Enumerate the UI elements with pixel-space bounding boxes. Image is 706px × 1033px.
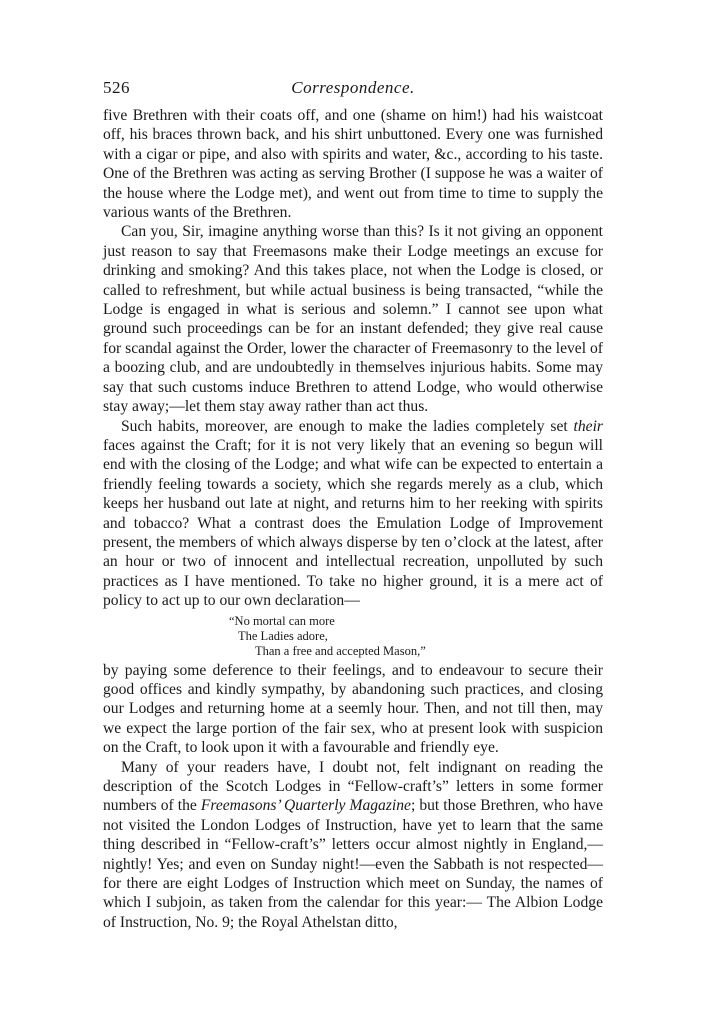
paragraph-5-start: Many of your readers have, I doubt not, felt indignant on reading the description of the Scotch Lodges in “Fellow-craft’s” letters in some former numbers of the [103,758,603,815]
magazine-title: Freemasons’ Quarterly Magazine [200,797,411,815]
letter-body [103,106,603,932]
verse-line: “No mortal can more [229,613,335,628]
paragraph-5 [103,758,603,933]
page-number: 526 [103,78,130,97]
running-head: Correspondence. [291,78,415,97]
paragraph-4: by paying some deference to their feelings, and to endeavour to secure their good offices and kindly sympathy, by abandoning such practices, and closing our Lodges and returning home at a seemly hour. Then, and not till then, may we expect the large portion of the fair sex, who at present look with suspicion on the Craft, to look upon it with a favourable and friendly eye. [103,661,603,757]
verse-quotation [103,614,603,659]
paragraph-3 [103,417,603,611]
page [103,78,603,932]
paragraph-3-start: Such habits, moreover, are enough to make the ladies completely set [121,417,574,435]
verse-line: The Ladies adore, [238,628,328,643]
paragraph-2: Can you, Sir, imagine anything worse than this? Is it not giving an opponent just reason to say that Freemasons make their Lodge meetings an excuse for drinking and smoking? And this takes place, not when the Lodge is closed, or called to refreshment, but while actual business is being transacted, “while the Lodge is engaged in what is serious and solemn.” I cannot see upon what ground such proceedings can be for an instant defended; they give real cause for scandal against the Order, lower the character of Freemasonry to the level of a boozing club, and are undoubtedly in themselves injurious habits. Some may say that such customs induce Brethren to attend Lodge, who would otherwise stay away;—let them stay away rather than act thus. [103,223,603,416]
verse-line: Than a free and accepted Mason,” [255,643,426,658]
paragraph-1: five Brethren with their coats off, and one (shame on him!) had his waistcoat off, his braces thrown back, and his shirt unbuttoned. Every one was furnished with a cigar or pipe, and also with spirits and water, &c., according to his taste. One of the Brethren was acting as serving Brother (I suppose he was a waiter of the house where the Lodge met), and went out from time to time to supply the various wants of the Brethren. [103,107,603,222]
emphasis-their: their [573,417,603,435]
page-header [103,78,603,106]
paragraph-3-rest: faces against the Craft; for it is not very likely that an evening so begun will end with the closing of the Lodge; and what wife can be expected to entertain a friendly feeling towards a society, which she regards merely as a club, which keeps her husband out late at night, and returns him to her reeking with spirits and tobacco? What a contrast does the Emulation Lodge of Improvement present, the members of which always disperse by ten o’clock at the latest, after an hour or two of innocent and intellectual recreation, unpolluted by such practices as I have mentioned. To take no higher ground, it is a mere act of policy to act up to our own declaration— [103,436,603,610]
paragraph-5-rest: ; but those Brethren, who have not visited the London Lodges of Instruction, have yet to learn that the same thing described in “Fellow-craft’s” letters occur almost nightly in England,—nightly! Yes; and even on Sunday night!—even the Sabbath is not respected—for there are eight Lodges of Instruction which meet on Sunday, the names of which I subjoin, as taken from the calendar for this year:— The Albion Lodge of Instruction, No. 9; the Royal Athelstan ditto, [103,797,603,931]
